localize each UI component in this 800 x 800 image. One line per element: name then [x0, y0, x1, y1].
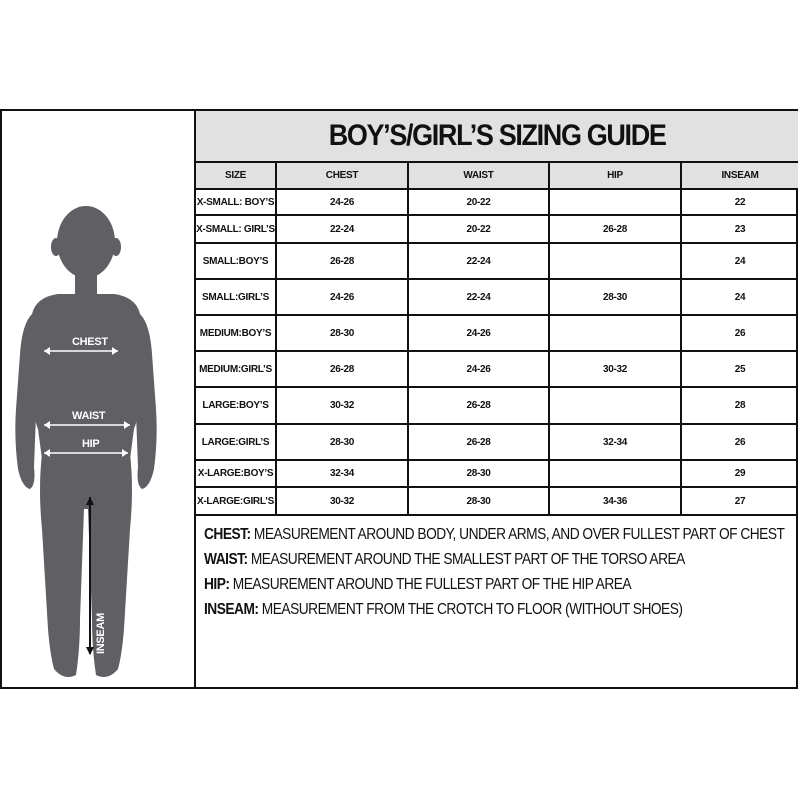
- definition-text: MEASUREMENT FROM THE CROTCH TO FLOOR (WITHOUT SHOES): [258, 601, 683, 618]
- hip-cell: [549, 387, 681, 424]
- hip-figure-label: HIP: [82, 438, 100, 450]
- definition-inseam: [204, 597, 711, 622]
- size-cell: X-LARGE:GIRL’S: [196, 487, 276, 515]
- hip-cell: 26-28: [549, 215, 681, 243]
- hip-cell: [549, 243, 681, 279]
- size-cell: SMALL:GIRL’S: [196, 279, 276, 315]
- inseam-cell: 22: [681, 189, 798, 215]
- chest-cell: 30-32: [276, 387, 408, 424]
- hip-cell: [549, 189, 681, 215]
- hip-cell: [549, 315, 681, 351]
- definition-text: MEASUREMENT AROUND THE FULLEST PART OF THE HIP AREA: [229, 576, 632, 593]
- hip-cell: 32-34: [549, 424, 681, 460]
- table-row: [196, 387, 798, 424]
- table-row: [196, 351, 798, 387]
- waist-cell: 20-22: [408, 215, 549, 243]
- table-header-row: [196, 163, 798, 189]
- definition-term: HIP:: [204, 576, 230, 593]
- waist-column-header: WAIST: [408, 163, 549, 189]
- inseam-cell: 26: [681, 315, 798, 351]
- size-cell: X-SMALL: BOY’S: [196, 189, 276, 215]
- waist-cell: 24-26: [408, 351, 549, 387]
- definition-term: CHEST:: [204, 526, 251, 543]
- size-cell: X-SMALL: GIRL’S: [196, 215, 276, 243]
- waist-figure-label: WAIST: [72, 410, 106, 422]
- definition-text: MEASUREMENT AROUND BODY, UNDER ARMS, AND OVER FULLEST PART OF CHEST: [250, 526, 785, 543]
- table-row: [196, 215, 798, 243]
- size-cell: LARGE:BOY’S: [196, 387, 276, 424]
- hip-cell: 34-36: [549, 487, 681, 515]
- waist-cell: 26-28: [408, 387, 549, 424]
- size-cell: SMALL:BOY’S: [196, 243, 276, 279]
- child-silhouette-figure: [0, 109, 194, 685]
- waist-cell: 20-22: [408, 189, 549, 215]
- definition-text: MEASUREMENT AROUND THE SMALLEST PART OF THE TORSO AREA: [247, 551, 685, 568]
- chest-column-header: CHEST: [276, 163, 408, 189]
- page-title: BOY’S/GIRL’S SIZING GUIDE: [328, 119, 666, 152]
- definition-term: INSEAM:: [204, 601, 259, 618]
- inseam-figure-label: INSEAM: [95, 613, 107, 654]
- size-table: [196, 163, 798, 516]
- chest-figure-label: CHEST: [72, 336, 108, 348]
- chest-cell: 22-24: [276, 215, 408, 243]
- waist-cell: 24-26: [408, 315, 549, 351]
- size-cell: X-LARGE:BOY’S: [196, 460, 276, 487]
- table-row: [196, 315, 798, 351]
- chest-cell: 26-28: [276, 351, 408, 387]
- table-row: [196, 243, 798, 279]
- table-row: [196, 487, 798, 515]
- inseam-column-header: INSEAM: [681, 163, 798, 189]
- inseam-cell: 23: [681, 215, 798, 243]
- definition-waist: [204, 547, 711, 572]
- waist-cell: 28-30: [408, 487, 549, 515]
- chest-cell: 24-26: [276, 279, 408, 315]
- chest-cell: 26-28: [276, 243, 408, 279]
- hip-cell: [549, 460, 681, 487]
- inseam-cell: 29: [681, 460, 798, 487]
- size-column-header: SIZE: [196, 163, 276, 189]
- title-bar: [196, 111, 798, 163]
- chest-cell: 32-34: [276, 460, 408, 487]
- chest-cell: 30-32: [276, 487, 408, 515]
- definition-hip: [204, 572, 711, 597]
- inseam-cell: 27: [681, 487, 798, 515]
- definition-chest: [204, 522, 785, 547]
- inseam-cell: 28: [681, 387, 798, 424]
- definition-term: WAIST:: [204, 551, 248, 568]
- hip-column-header: HIP: [549, 163, 681, 189]
- inseam-cell: 25: [681, 351, 798, 387]
- inseam-cell: 24: [681, 243, 798, 279]
- table-row: [196, 424, 798, 460]
- waist-cell: 22-24: [408, 243, 549, 279]
- size-cell: MEDIUM:GIRL’S: [196, 351, 276, 387]
- hip-cell: 28-30: [549, 279, 681, 315]
- waist-cell: 28-30: [408, 460, 549, 487]
- inseam-cell: 24: [681, 279, 798, 315]
- inseam-cell: 26: [681, 424, 798, 460]
- size-cell: MEDIUM:BOY’S: [196, 315, 276, 351]
- chest-cell: 24-26: [276, 189, 408, 215]
- chest-cell: 28-30: [276, 315, 408, 351]
- table-row: [196, 279, 798, 315]
- hip-cell: 30-32: [549, 351, 681, 387]
- waist-cell: 22-24: [408, 279, 549, 315]
- table-row: [196, 460, 798, 487]
- size-cell: LARGE:GIRL’S: [196, 424, 276, 460]
- chest-cell: 28-30: [276, 424, 408, 460]
- figure-panel: [0, 109, 196, 689]
- waist-cell: 26-28: [408, 424, 549, 460]
- definitions-list: [204, 522, 794, 622]
- table-row: [196, 189, 798, 215]
